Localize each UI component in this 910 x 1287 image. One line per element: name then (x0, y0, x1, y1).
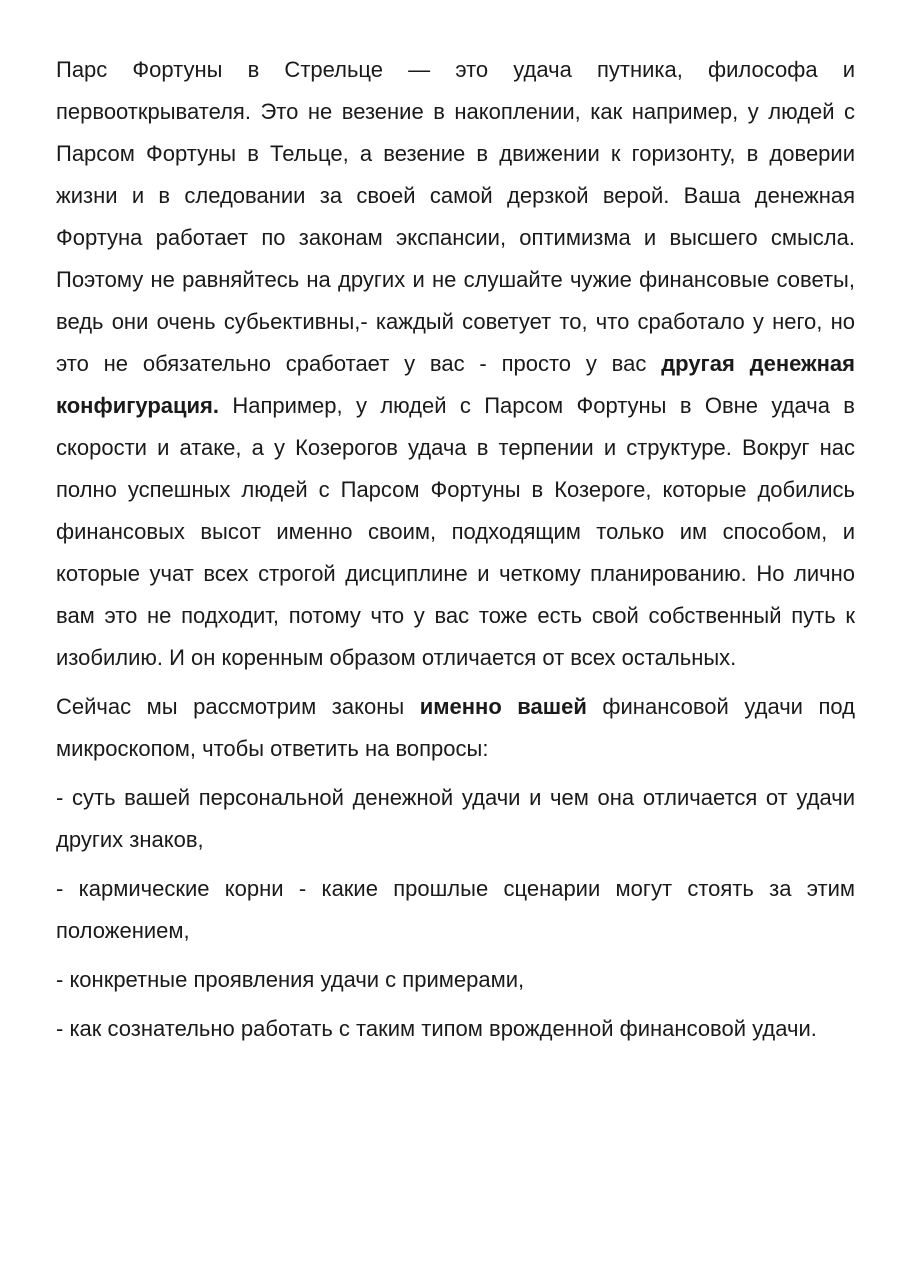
paragraph-intro (56, 49, 855, 679)
paragraph-laws-text-2: финансовой удачи под микроскопом, чтобы ответить на вопросы: (56, 694, 855, 761)
list-item: - конкретные проявления удачи с примерами, (56, 967, 525, 992)
paragraph-laws-text-1: Сейчас мы рассмотрим законы (56, 694, 420, 719)
paragraph-laws (56, 686, 855, 770)
paragraph-intro-bold: другая денежная конфигурация. (56, 351, 856, 418)
list-item: - как сознательно работать с таким типом врожденной финансовой удачи. (56, 1016, 817, 1041)
list-item: - кармические корни - какие прошлые сценарии могут стоять за этим положением, (56, 876, 855, 943)
document-body (56, 49, 855, 1057)
paragraph-intro-text-1: Парс Фортуны в Стрельце — это удача путника, философа и первооткрывателя. Это не везение в накоплении, как например, у людей с Парсом Фортуны в Тельце, а везение в движении к горизонту, в доверии жизни и в следовании за своей самой дерзкой верой. Ваша денежная Фортуна работает по законам экспансии, оптимизма и высшего смысла. Поэтому не равняйтесь на других и не слушайте чужие финансовые советы, ведь они очень субьективны,- каждый советует то, что сработало у него, но это не обязательно сработает у вас - просто у вас (56, 57, 855, 376)
paragraph-intro-text-2: Например, у людей с Парсом Фортуны в Овне удача в скорости и атаке, а у Козерогов удача в терпении и структуре. Вокруг нас полно успешных людей с Парсом Фортуны в Козероге, которые добились финансовых высот именно своим, подходящим только им способом, и которые учат всех строгой дисциплине и четкому планированию. Но лично вам это не подходит, потому что у вас тоже есть свой собственный путь к изобилию. И он коренным образом отличается от всех остальных. (56, 393, 855, 670)
paragraph-laws-bold: именно вашей (419, 694, 587, 719)
list-item: - суть вашей персональной денежной удачи и чем она отличается от удачи других знаков, (56, 785, 855, 852)
